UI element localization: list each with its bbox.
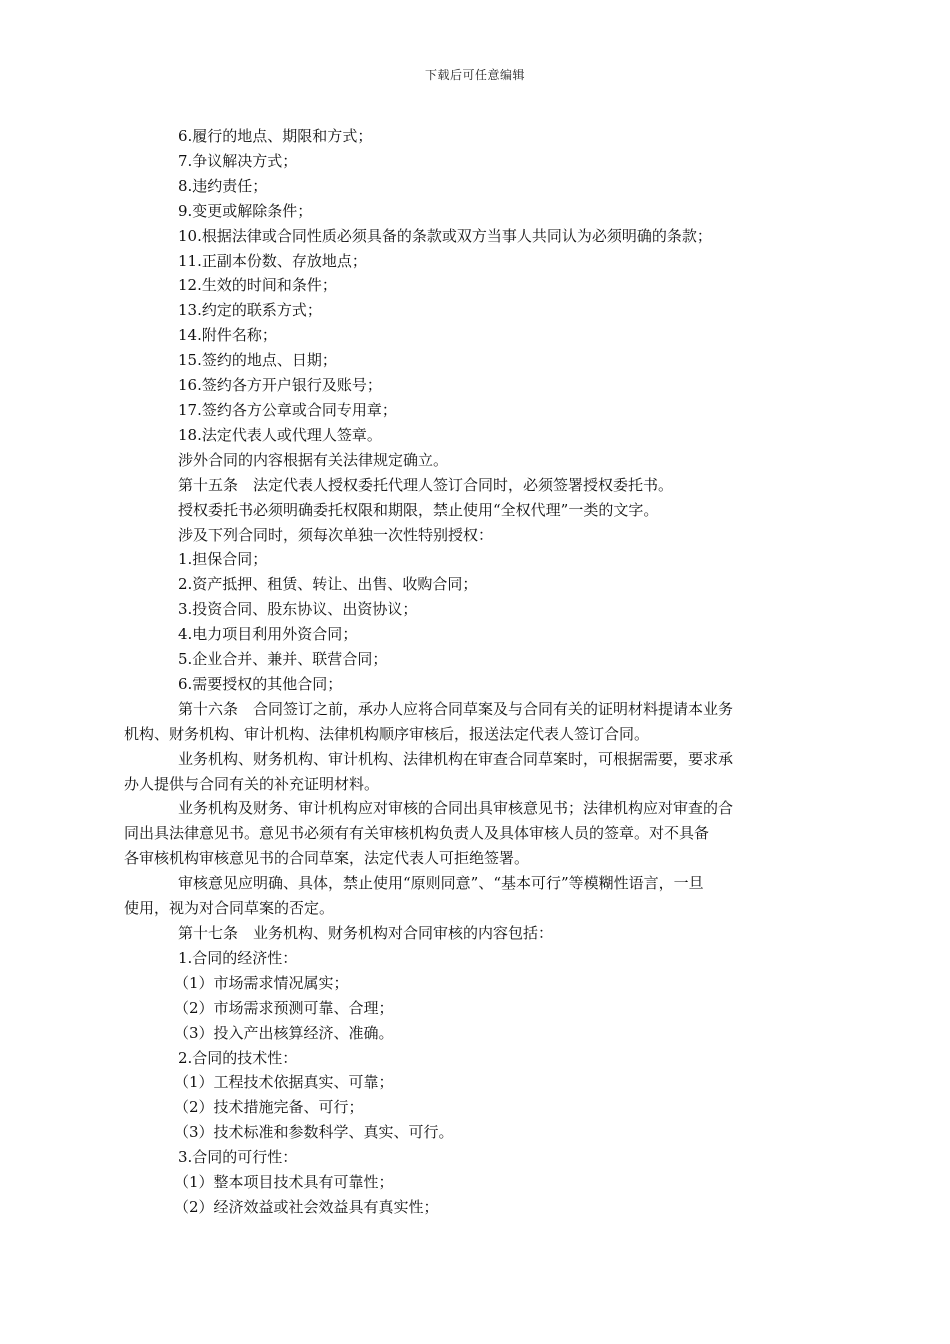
article-heading: 第十五条 法定代表人授权委托代理人签订合同时，必须签署授权委托书。 (178, 475, 674, 494)
list-item: 4.电力项目利用外资合同； (178, 625, 358, 644)
paragraph-line: 审核意见应明确、具体，禁止使用“原则同意”、“基本可行”等模糊性语言，一旦 (178, 874, 704, 893)
list-item: 13.约定的联系方式； (178, 301, 322, 320)
list-item: 1.合同的经济性： (178, 948, 298, 967)
list-item: 8.违约责任； (178, 176, 268, 195)
list-item: 10.根据法律或合同性质必须具备的条款或双方当事人共同认为必须明确的条款； (178, 226, 712, 245)
paragraph-line: 同出具法律意见书。意见书必须有有关审核机构负责人及具体审核人员的签章。对不具备 (124, 824, 710, 843)
article-heading: 第十七条 业务机构、财务机构对合同审核的内容包括： (178, 924, 554, 942)
sub-list-item: （3）技术标准和参数科学、真实、可行。 (174, 1123, 454, 1142)
list-item: 15.签约的地点、日期； (178, 351, 337, 370)
sub-list-item: （1）市场需求情况属实； (174, 973, 349, 992)
body-text: 授权委托书必须明确委托权限和期限，禁止使用“全权代理”一类的文字。 (178, 500, 659, 519)
paragraph-article-16 (124, 697, 806, 747)
paragraph-line: 机构、财务机构、审计机构、法律机构顺序审核后，报送法定代表人签订合同。 (124, 724, 650, 743)
list-item: 2.资产抵押、租赁、转让、出售、收购合同； (178, 575, 478, 594)
sub-list-item: （1）整本项目技术具有可靠性； (174, 1173, 394, 1192)
list-item: 17.签约各方公章或合同专用章； (178, 400, 397, 419)
paragraph-line: 业务机构、财务机构、审计机构、法律机构在审查合同草案时，可根据需要，要求承 (178, 749, 734, 768)
document-body (124, 124, 806, 1220)
list-item: 3.投资合同、股东协议、出资协议； (178, 600, 418, 619)
body-text: 涉及下列合同时，须每次单独一次性特别授权： (178, 525, 494, 544)
list-item: 12.生效的时间和条件； (178, 276, 337, 295)
list-item: 6.需要授权的其他合同； (178, 674, 343, 693)
list-item: 1.担保合同； (178, 550, 268, 569)
paragraph-opinion-letters (124, 796, 806, 871)
sub-list-item: （2）经济效益或社会效益具有真实性； (174, 1197, 439, 1216)
list-item: 7.争议解决方式； (178, 151, 298, 170)
list-item: 2.合同的技术性： (178, 1048, 298, 1067)
list-item: 16.签约各方开户银行及账号； (178, 376, 382, 395)
paragraph-line: 业务机构及财务、审计机构应对审核的合同出具审核意见书；法律机构应对审查的合 (178, 799, 734, 818)
list-item: 18.法定代表人或代理人签章。 (178, 425, 382, 444)
list-item: 5.企业合并、兼并、联营合同； (178, 650, 388, 669)
paragraph-line: 各审核机构审核意见书的合同草案，法定代表人可拒绝签署。 (124, 849, 530, 868)
sub-list-item: （3）投入产出核算经济、准确。 (174, 1023, 394, 1042)
sub-list-item: （2）市场需求预测可靠、合理； (174, 998, 394, 1017)
paragraph-line: 使用，视为对合同草案的否定。 (124, 899, 335, 918)
page-header: 下载后可任意编辑 (424, 68, 525, 82)
list-item: 14.附件名称； (178, 326, 277, 345)
sub-list-item: （2）技术措施完备、可行； (174, 1098, 364, 1117)
paragraph-opinion-clarity (124, 871, 806, 921)
list-item: 6.履行的地点、期限和方式； (178, 127, 373, 145)
sub-list-item: （1）工程技术依据真实、可靠； (174, 1073, 394, 1092)
paragraph-review-requirements (124, 747, 806, 797)
body-text: 涉外合同的内容根据有关法律规定确立。 (178, 450, 449, 469)
paragraph-line: 第十六条 合同签订之前，承办人应将合同草案及与合同有关的证明材料提请本业务 (178, 699, 734, 718)
paragraph-line: 办人提供与合同有关的补充证明材料。 (124, 774, 380, 793)
list-item: 11.正副本份数、存放地点； (178, 251, 367, 270)
list-item: 9.变更或解除条件； (178, 201, 313, 220)
list-item: 3.合同的可行性： (178, 1148, 298, 1167)
